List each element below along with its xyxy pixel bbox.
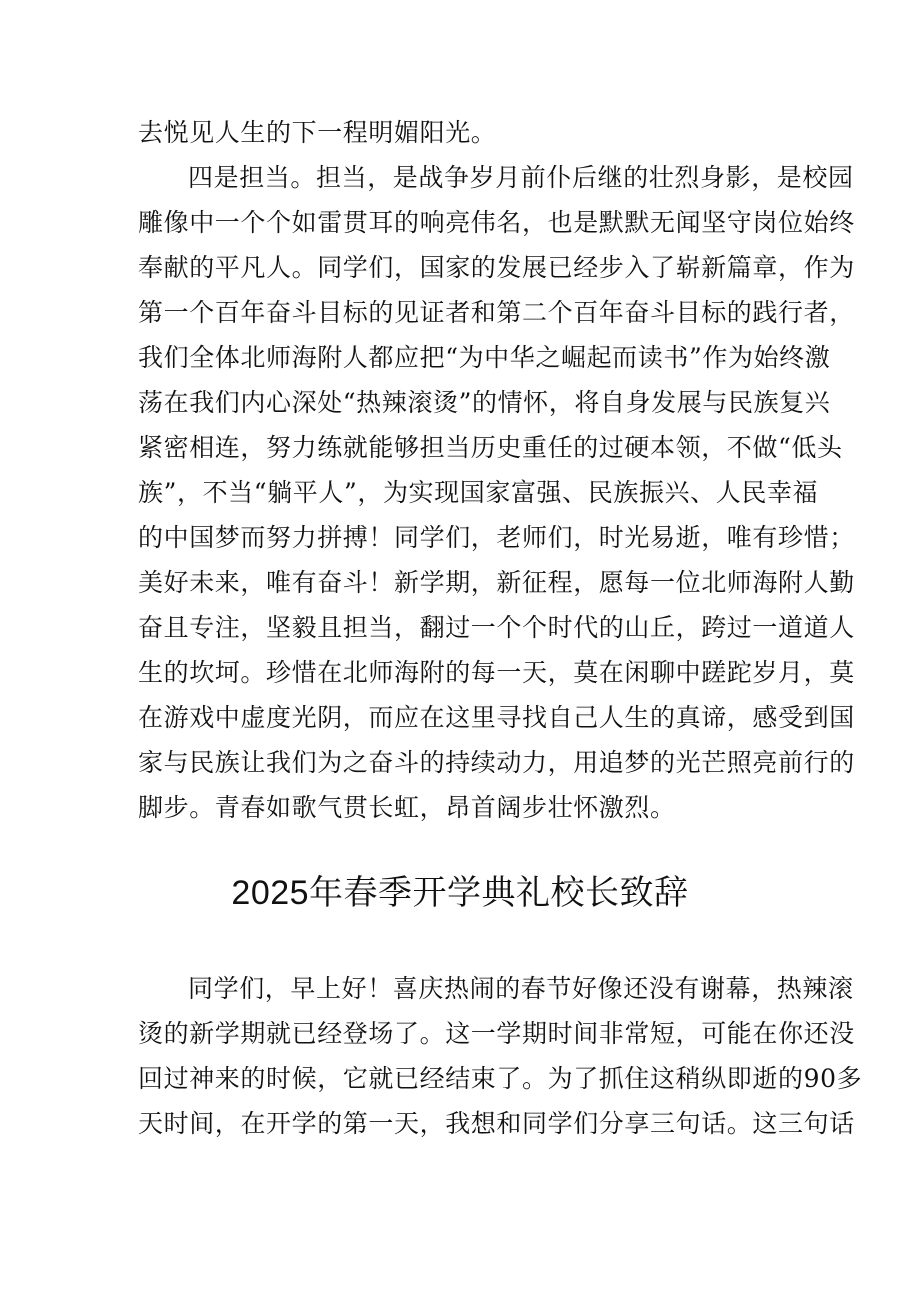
document-title: 2025年春季开学典礼校长致辞	[231, 874, 689, 912]
text-line: 我们全体北师海附人都应把“为中华之崛起而读书”作为始终激	[138, 343, 831, 372]
text-line: 烫的新学期就已经登场了。这一学期时间非常短，可能在你还没	[138, 1019, 855, 1048]
text-line: 族”，不当“躺平人”，为实现国家富强、民族振兴、人民幸福	[138, 478, 819, 507]
text-line: 奋且专注，坚毅且担当，翻过一个个时代的山丘，跨过一道道人	[138, 613, 855, 642]
body-text-section-1	[138, 110, 855, 830]
paragraph-start-line: 同学们，早上好！喜庆热闹的春节好像还没有谢幕，热辣滚	[188, 974, 854, 1003]
text-line: 脚步。青春如歌气贯长虹，昂首阔步壮怀激烈。	[138, 793, 676, 822]
paragraph-start-line: 四是担当。担当，是战争岁月前仆后继的壮烈身影，是校园	[188, 163, 854, 192]
text-line: 紧密相连，努力练就能够担当历史重任的过硬本领，不做“低头	[138, 433, 843, 462]
text-line: 的中国梦而努力拼搏！同学们，老师们，时光易逝，唯有珍惜；	[138, 523, 855, 552]
text-line: 家与民族让我们为之奋斗的持续动力，用追梦的光芒照亮前行的	[138, 748, 855, 777]
text-line: 生的坎坷。珍惜在北师海附的每一天，莫在闲聊中蹉跎岁月，莫	[138, 658, 855, 687]
body-text-section-2	[138, 966, 863, 1146]
text-line: 在游戏中虚度光阴，而应在这里寻找自己人生的真谛，感受到国	[138, 703, 855, 732]
text-line: 荡在我们内心深处“热辣滚烫”的情怀，将自身发展与民族复兴	[138, 388, 831, 417]
text-line: 去悦见人生的下一程明媚阳光。	[138, 118, 497, 147]
text-line: 回过神来的时候，它就已经结束了。为了抓住这稍纵即逝的90多	[138, 1064, 863, 1093]
text-line: 雕像中一个个如雷贯耳的响亮伟名，也是默默无闻坚守岗位始终	[138, 208, 855, 237]
text-line: 第一个百年奋斗目标的见证者和第二个百年奋斗目标的践行者，	[138, 298, 855, 327]
text-line: 美好未来，唯有奋斗！新学期，新征程，愿每一位北师海附人勤	[138, 568, 855, 597]
text-line: 天时间，在开学的第一天，我想和同学们分享三句话。这三句话	[138, 1109, 855, 1138]
text-line: 奉献的平凡人。同学们，国家的发展已经步入了崭新篇章，作为	[138, 253, 855, 282]
